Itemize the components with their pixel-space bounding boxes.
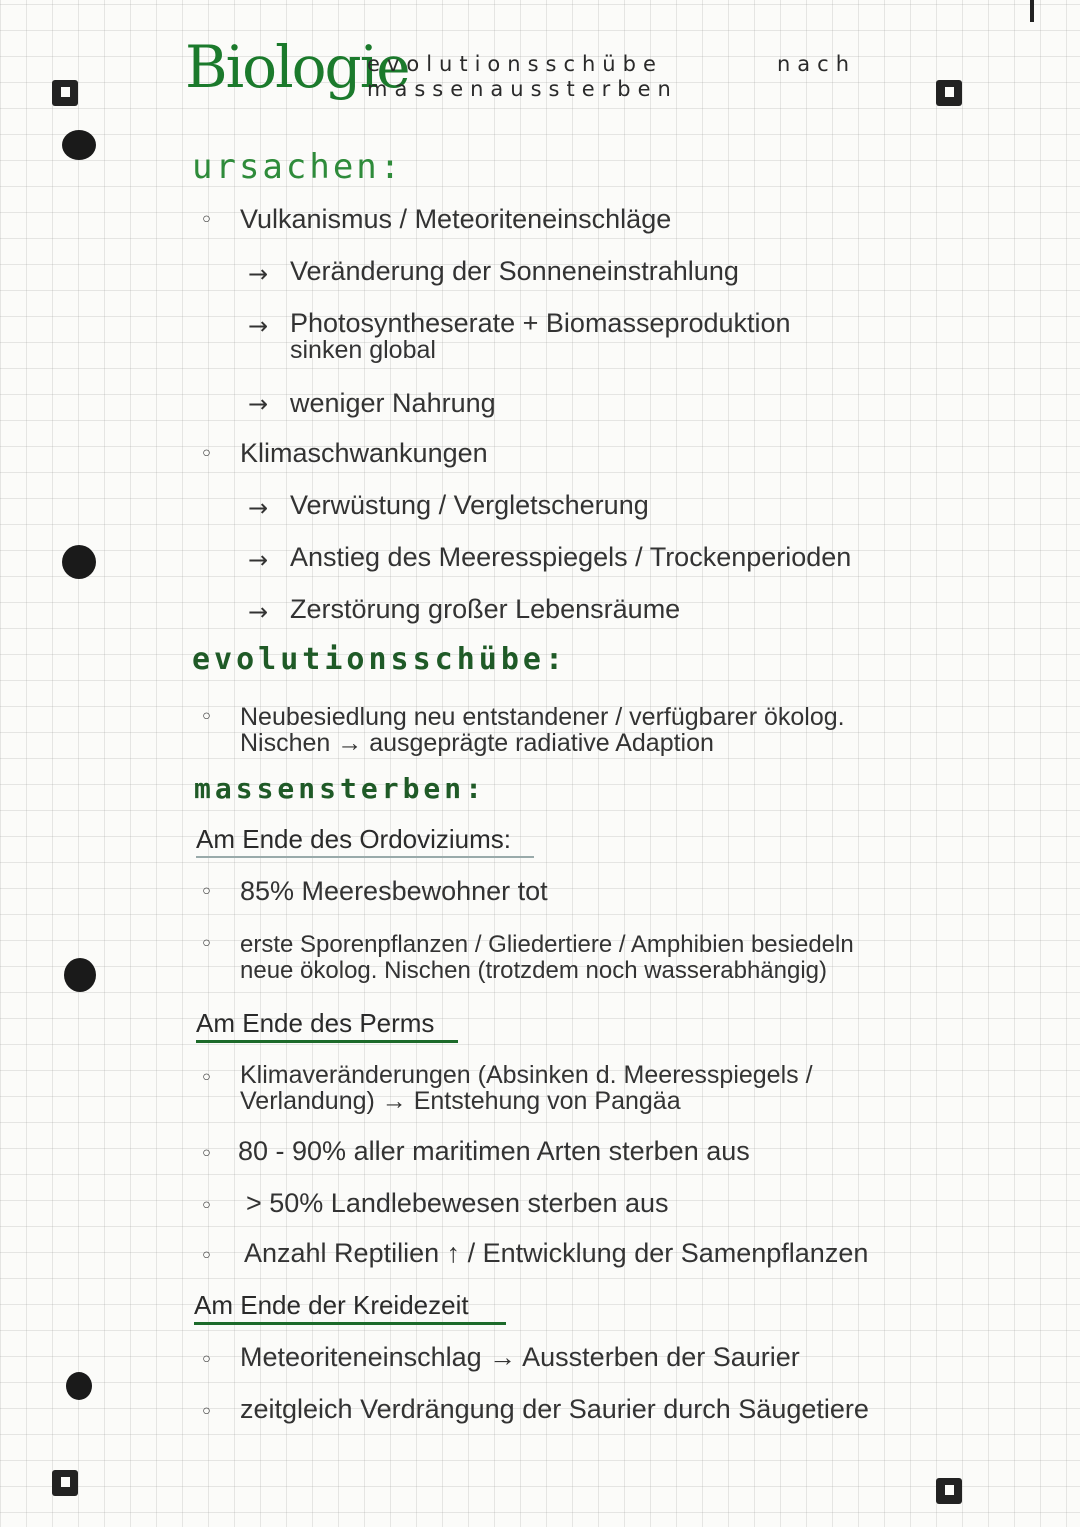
bullet-icon: ◦ <box>200 1400 213 1425</box>
bullet-icon: ◦ <box>200 1194 213 1219</box>
corner-mark-icon <box>52 1470 78 1496</box>
heading-ursachen: ursachen: <box>192 147 404 187</box>
list-subitem: Anstieg des Meeresspiegels / Trockenperioden <box>290 542 852 572</box>
heading-massensterben: massensterben: <box>194 772 487 805</box>
corner-mark-icon <box>936 80 962 106</box>
bullet-icon: ◦ <box>200 932 213 957</box>
page-title: Biologie <box>185 33 409 101</box>
bullet-icon: ◦ <box>200 1348 213 1373</box>
heading-evolutionsschuebe: evolutionsschübe: <box>192 642 568 677</box>
list-subitem: Photosyntheserate + Biomasseproduktion <box>290 308 791 338</box>
list-subitem: Veränderung der Sonneneinstrahlung <box>290 256 739 286</box>
arrow-icon: → <box>248 494 269 522</box>
arrow-icon: → <box>248 312 269 340</box>
edge-mark <box>1030 0 1034 22</box>
bullet-icon: ◦ <box>200 705 213 730</box>
list-item: erste Sporenpflanzen / Gliedertiere / Amphibien besiedeln <box>240 931 854 958</box>
list-item: zeitgleich Verdrängung der Saurier durch Säugetiere <box>240 1394 869 1424</box>
list-item: Klimaveränderungen (Absinken d. Meeresspiegels / <box>240 1061 813 1089</box>
corner-mark-icon <box>936 1478 962 1504</box>
arrow-icon: → <box>248 598 269 626</box>
bullet-icon: ◦ <box>200 880 213 905</box>
section-perm-title: Am Ende des Perms <box>196 1010 458 1043</box>
bullet-icon: ◦ <box>200 1066 213 1091</box>
list-item: Meteoriteneinschlag → Aussterben der Saurier <box>240 1342 800 1372</box>
section-ordovizium-title: Am Ende des Ordoviziums: <box>196 826 534 858</box>
list-item: Anzahl Reptilien ↑ / Entwicklung der Samenpflanzen <box>244 1238 869 1268</box>
corner-mark-icon <box>52 80 78 106</box>
punch-hole-icon <box>62 545 96 579</box>
arrow-icon: → <box>248 260 269 288</box>
arrow-icon: → <box>248 390 269 418</box>
list-subitem: weniger Nahrung <box>290 388 496 418</box>
subtitle-nach: nach <box>777 52 857 76</box>
list-item: Vulkanismus / Meteoriteneinschläge <box>240 204 672 234</box>
punch-hole-icon <box>62 130 96 160</box>
list-item: 80 - 90% aller maritimen Arten sterben aus <box>238 1136 750 1166</box>
evolution-line1: Neubesiedlung neu entstandener / verfügbarer ökolog. <box>240 703 845 731</box>
list-subitem: Zerstörung großer Lebensräume <box>290 594 681 624</box>
list-subitem-cont: sinken global <box>290 336 436 364</box>
bullet-icon: ◦ <box>200 208 213 233</box>
section-kreidezeit-title: Am Ende der Kreidezeit <box>194 1292 506 1325</box>
arrow-icon: → <box>248 546 269 574</box>
evolution-line2: Nischen → ausgeprägte radiative Adaption <box>240 729 714 757</box>
list-item: Klimaschwankungen <box>240 438 488 468</box>
bullet-icon: ◦ <box>200 1244 213 1269</box>
subtitle-line1: evolutionsschübe <box>367 52 663 76</box>
punch-hole-icon <box>66 1372 92 1400</box>
list-item: 85% Meeresbewohner tot <box>240 876 548 906</box>
list-subitem: Verwüstung / Vergletscherung <box>290 490 649 520</box>
bullet-icon: ◦ <box>200 442 213 467</box>
punch-hole-icon <box>64 958 96 992</box>
list-item: > 50% Landlebewesen sterben aus <box>246 1188 669 1218</box>
list-item-cont: neue ökolog. Nischen (trotzdem noch wasserabhängig) <box>240 957 828 984</box>
subtitle-line2: massenaussterben <box>367 77 678 101</box>
list-item-cont: Verlandung) → Entstehung von Pangäa <box>240 1087 681 1115</box>
page-subtitle <box>367 52 857 102</box>
bullet-icon: ◦ <box>200 1142 213 1167</box>
